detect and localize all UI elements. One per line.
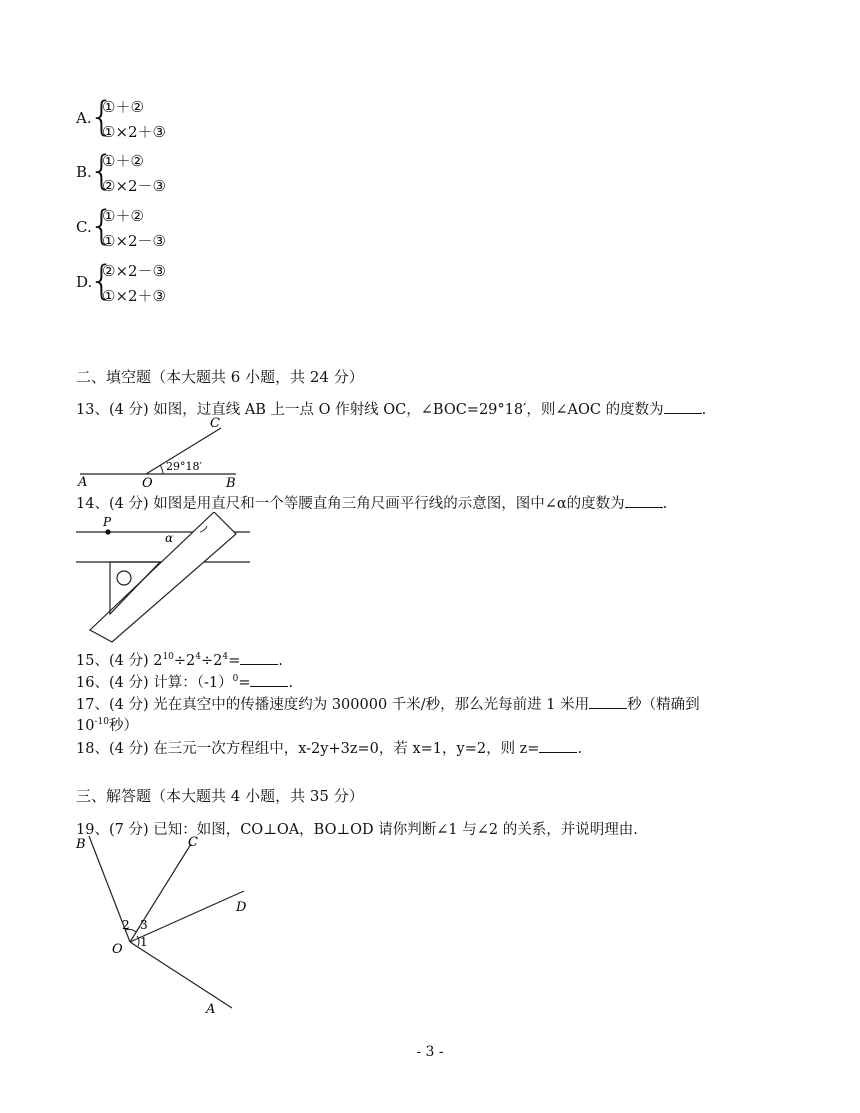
question-17-text: 秒（精确到 <box>627 697 700 713</box>
brace-icon: { <box>89 258 115 304</box>
brace-icon: { <box>89 94 115 140</box>
option-label: B. <box>76 163 92 181</box>
section-2-title: 二、填空题（本大题共 6 小题，共 24 分） <box>76 368 364 386</box>
label-alpha: α <box>165 531 174 545</box>
point-p <box>105 529 110 534</box>
answer-blank <box>539 740 577 753</box>
label-o: O <box>142 476 153 488</box>
label-o: O <box>112 942 123 957</box>
label-c: C <box>188 835 198 850</box>
question-18-text: 18、(4 分) 在三元一次方程组中，x-2y+3z=0，若 x=1，y=2，则 z= <box>76 741 540 757</box>
question-18 <box>76 737 582 758</box>
answer-blank <box>625 495 663 508</box>
option-line-2: ①×2＋③ <box>102 123 167 141</box>
question-14-text: 14、(4 分) 如图是用直尺和一个等腰直角三角尺画平行线的示意图，图中∠α的度数为 <box>76 496 625 512</box>
option-line-1: ①＋② <box>102 152 144 170</box>
option-label: A. <box>76 109 92 127</box>
exponent: 4 <box>195 652 201 663</box>
option-line-2: ②×2－③ <box>102 177 167 195</box>
question-17-text: 秒） <box>108 718 138 734</box>
question-17-text: 17、(4 分) 光在真空中的传播速度约为 300000 千米/秒，那么光每前进 1 米用 <box>76 697 590 713</box>
ray-oa <box>130 942 232 1008</box>
label-b: B <box>226 476 236 488</box>
label-2: 2 <box>122 918 130 932</box>
question-15 <box>76 649 283 670</box>
question-16 <box>76 671 293 692</box>
option-label: D. <box>76 273 93 291</box>
question-13-end: . <box>701 402 707 418</box>
label-d: D <box>236 900 247 915</box>
page-number: - 3 - <box>416 1044 444 1060</box>
question-17-text: 10 <box>76 718 95 734</box>
question-15-end: . <box>278 653 283 669</box>
option-line-2: ①×2＋③ <box>102 287 167 305</box>
question-13-text: 13、(4 分) 如图，过直线 AB 上一点 O 作射线 OC，∠BOC=29°18′，则∠AOC 的度数为 <box>76 402 664 418</box>
answer-blank <box>250 674 288 687</box>
question-15-text: = <box>228 653 241 669</box>
exponent: -10 <box>94 717 109 728</box>
question-14 <box>76 492 667 513</box>
question-16-text: 16、(4 分) 计算：（-1） <box>76 675 233 691</box>
question-14-end: . <box>662 496 668 512</box>
label-p: P <box>103 515 112 529</box>
question-17 <box>76 693 700 714</box>
label-1: 1 <box>140 935 148 949</box>
answer-blank <box>664 401 702 414</box>
question-16-text: = <box>238 675 251 691</box>
q13-figure <box>76 414 246 488</box>
question-15-text: 15、(4 分) 2 <box>76 653 163 669</box>
option-line-1: ②×2－③ <box>102 262 167 280</box>
answer-blank <box>589 696 627 709</box>
q19-figure <box>70 832 255 1018</box>
question-17-line-2 <box>76 714 138 735</box>
question-19: 19、(7 分) 已知：如图，CO⊥OA，BO⊥OD 请你判断∠1 与∠2 的关系，并说明理由. <box>76 822 638 838</box>
angle-arc <box>160 465 163 474</box>
answer-blank <box>240 652 278 665</box>
label-c: C <box>210 416 220 431</box>
label-3: 3 <box>140 918 148 932</box>
label-a: A <box>206 1002 216 1017</box>
option-line-1: ①＋② <box>102 98 144 116</box>
option-line-2: ①×2－③ <box>102 232 167 250</box>
exponent: 4 <box>222 652 229 663</box>
brace-icon: { <box>89 148 115 194</box>
question-15-text: ÷2 <box>201 653 223 669</box>
option-label: C. <box>76 218 92 236</box>
q14-figure <box>76 512 256 646</box>
section-3-title: 三、解答题（本大题共 4 小题，共 35 分） <box>76 787 364 805</box>
label-a: A <box>78 475 88 488</box>
angle-label: 29°18′ <box>166 460 202 473</box>
question-16-end: . <box>288 675 294 691</box>
exponent: 10 <box>162 652 174 663</box>
option-line-1: ①＋② <box>102 207 144 225</box>
label-b: B <box>76 837 86 852</box>
question-15-text: ÷2 <box>173 653 196 669</box>
brace-icon: { <box>89 203 115 249</box>
exponent: 0 <box>232 674 239 685</box>
triangle-hole <box>117 571 131 585</box>
question-18-end: . <box>577 741 583 757</box>
